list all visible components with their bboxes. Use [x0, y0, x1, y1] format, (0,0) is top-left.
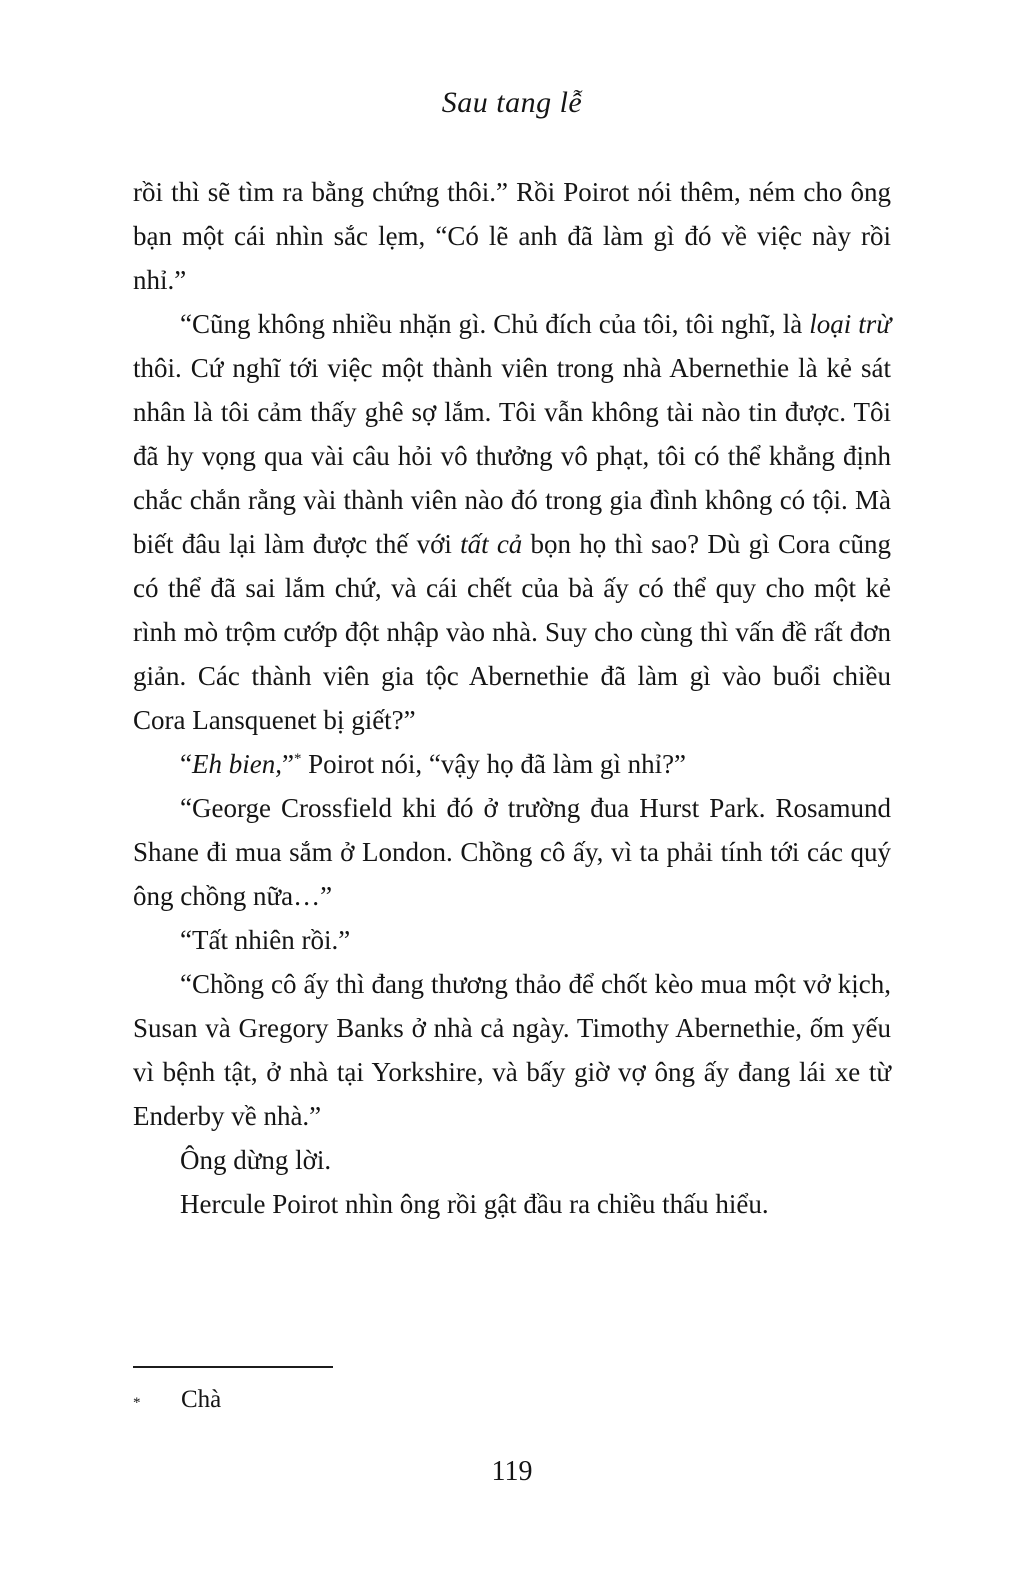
paragraph: [133, 1182, 891, 1226]
emphasized-text: loại trừ: [809, 309, 891, 339]
text-run: thôi. Cứ nghĩ tới việc một thành viên trong nhà Abernethie là kẻ sát nhân là tôi cảm thấy ghê sợ lắm. Tôi vẫn không tài nào tin được. Tôi đã hy vọng qua vài câu hỏi vô thưởng vô phạt, tôi có thể khẳng định chắc chắn rằng vài thành viên nào đó trong gia đình không có tội. Mà biết đâu lại làm được thế với: [133, 353, 891, 559]
text-run: “Tất nhiên rồi.”: [180, 925, 351, 955]
text-run: Hercule Poirot nhìn ông rồi gật đầu ra chiều thấu hiểu.: [180, 1189, 769, 1219]
text-run: “Chồng cô ấy thì đang thương thảo để chốt kèo mua một vở kịch, Susan và Gregory Banks ở nhà cả ngày. Timothy Abernethie, ốm yếu vì bệnh tật, ở nhà tại Yorkshire, và bấy giờ vợ ông ấy đang lái xe từ Enderby về nhà.”: [133, 969, 891, 1131]
text-run: bọn họ thì sao? Dù gì Cora cũng có thể đã sai lắm chứ, và cái chết của bà ấy có thể quy cho một kẻ rình mò trộm cướp đột nhập vào nhà. Suy cho cùng thì vấn đề rất đơn giản. Các thành viên gia tộc Abernethie đã làm gì vào buổi chiều Cora Lansquenet bị giết?”: [133, 529, 891, 735]
text-run: Poirot nói, “vậy họ đã làm gì nhỉ?”: [301, 749, 687, 779]
paragraph: [133, 302, 891, 742]
emphasized-text: tất cả: [460, 529, 523, 559]
page-number: 119: [491, 1456, 533, 1487]
footnote-marker: *: [133, 1395, 141, 1411]
footnote-divider: [133, 1366, 333, 1368]
text-run: “George Crossfield khi đó ở trường đua Hurst Park. Rosamund Shane đi mua sắm ở London. Chồng cô ấy, vì ta phải tính tới các quý ông chồng nữa…”: [133, 793, 891, 911]
paragraph: [133, 742, 891, 786]
paragraph: [133, 786, 891, 918]
text-run: rồi thì sẽ tìm ra bằng chứng thôi.” Rồi Poirot nói thêm, ném cho ông bạn một cái nhìn sắc lẹm, “Có lẽ anh đã làm gì đó về việc này rồi nhỉ.”: [133, 177, 891, 295]
paragraph: [133, 1138, 891, 1182]
footnote-text: Chà: [181, 1386, 222, 1413]
text-run: “: [180, 749, 192, 779]
paragraph: [133, 918, 891, 962]
text-run: Ông dừng lời.: [180, 1145, 332, 1175]
paragraph: [133, 170, 891, 302]
paragraph: [133, 962, 891, 1138]
footnote: [133, 1382, 853, 1421]
footnote-reference: *: [293, 751, 302, 767]
running-title: Sau tang lễ: [441, 86, 583, 119]
text-run: “Cũng không nhiều nhặn gì. Chủ đích của tôi, tôi nghĩ, là: [180, 309, 810, 339]
body-text: [133, 170, 891, 1226]
text-run: ”: [281, 749, 294, 779]
emphasized-text: Eh bien,: [191, 749, 282, 779]
